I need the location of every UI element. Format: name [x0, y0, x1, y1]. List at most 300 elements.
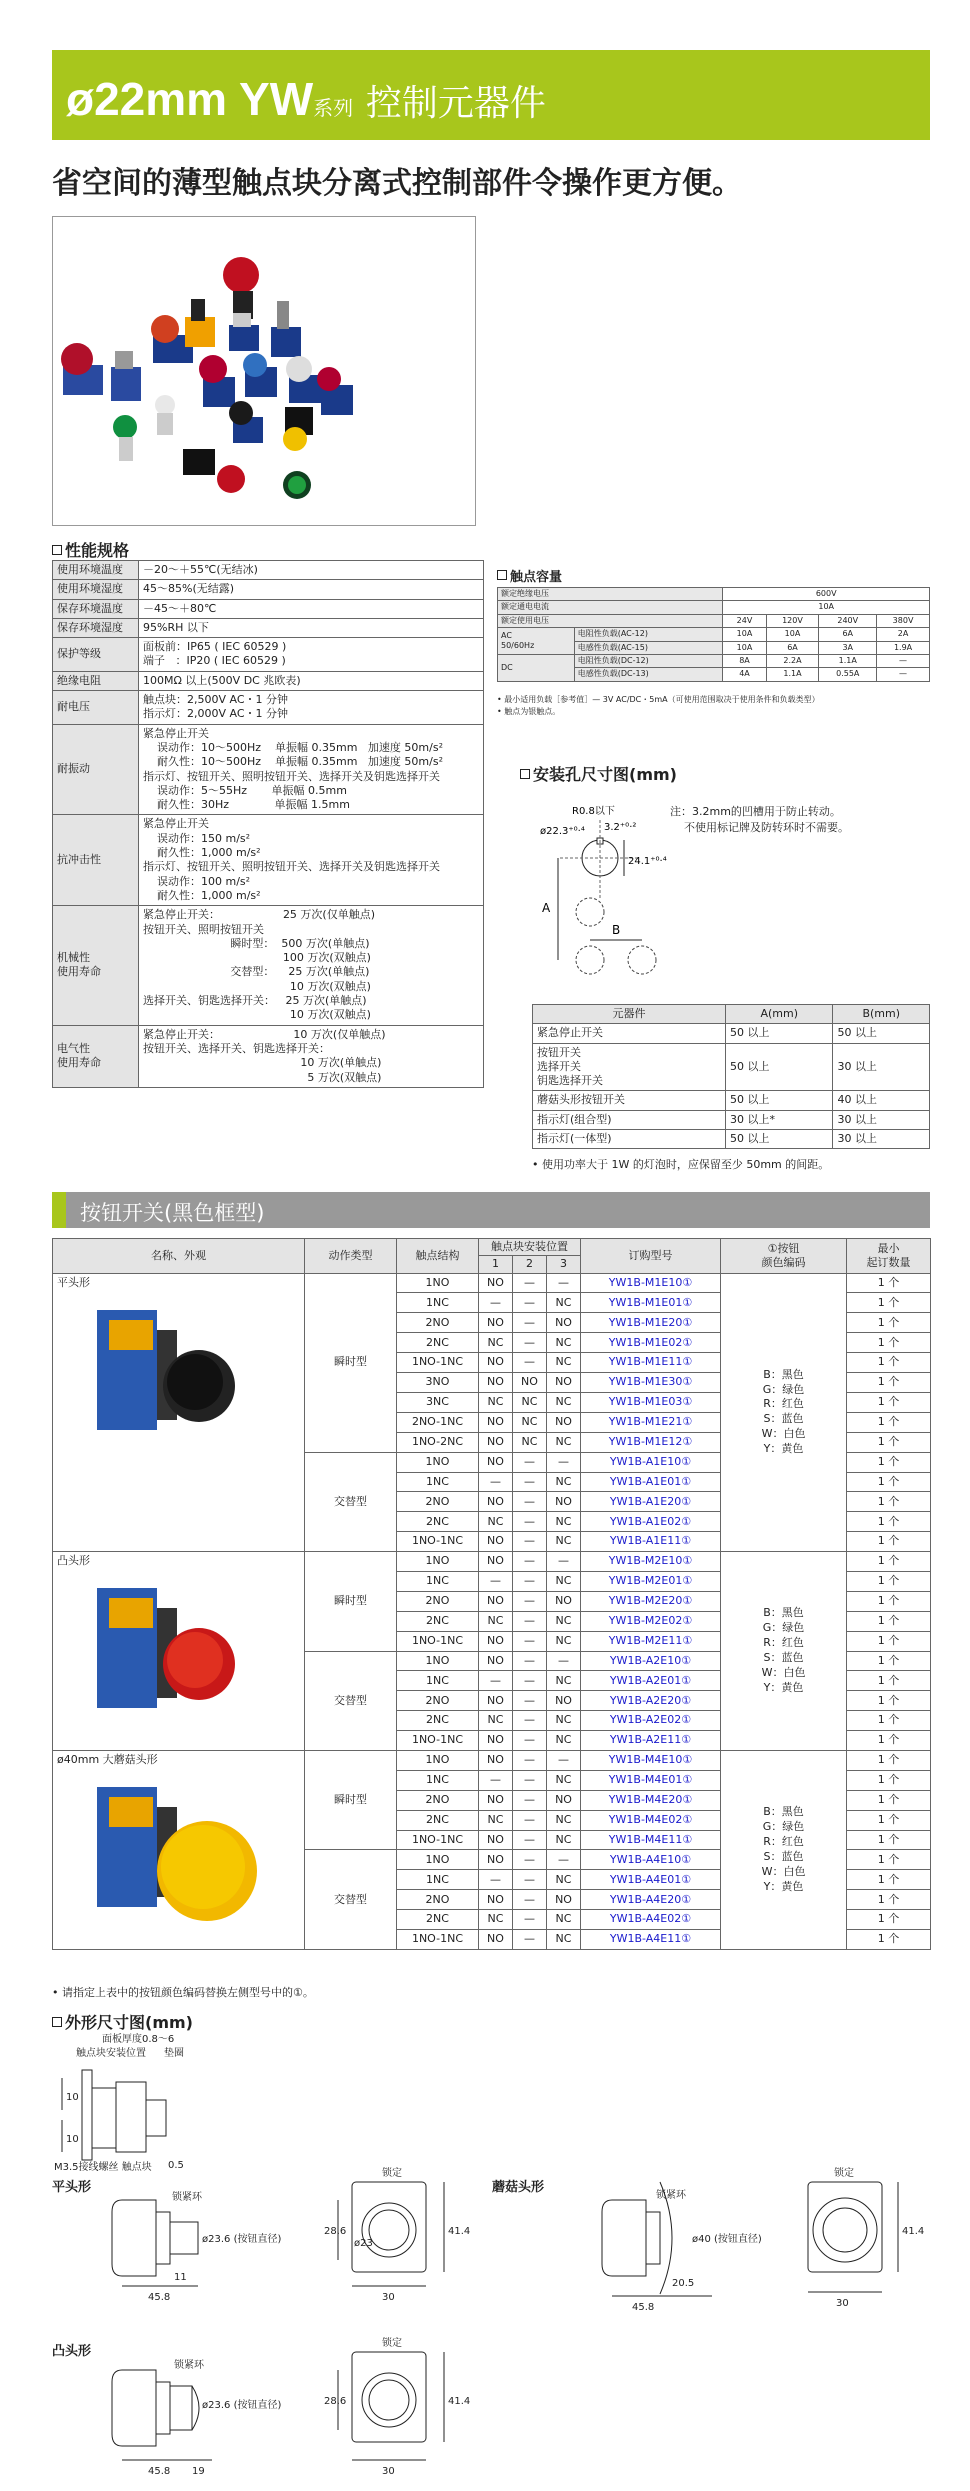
- contact-position: NC: [479, 1810, 513, 1830]
- mushroom-label: 蘑菇头形: [492, 2180, 545, 2195]
- spec-row: [53, 691, 484, 725]
- min-qty: 1 个: [847, 1631, 931, 1651]
- contact-position: —: [513, 1313, 547, 1333]
- spec-row: [53, 599, 484, 618]
- part-number: YW1B-M4E11①: [581, 1830, 721, 1850]
- part-number: YW1B-A1E01①: [581, 1472, 721, 1492]
- contact-value: 10A: [723, 628, 766, 641]
- panel-label: 面板厚度0.8～6: [102, 2034, 175, 2045]
- contact-position: NO: [479, 1452, 513, 1472]
- action-type-cell: 交替型: [305, 1651, 397, 1750]
- contact-position: NO: [479, 1273, 513, 1293]
- dim-30c: 30: [382, 2466, 395, 2477]
- product-type-cell: [53, 1552, 305, 1751]
- contact-structure: 1NO: [397, 1273, 479, 1293]
- col-header-position: 触点块安装位置: [479, 1239, 581, 1256]
- flat-label: 平头形: [52, 2180, 92, 2195]
- contact-table: [497, 587, 930, 682]
- contact-position: NO: [479, 1890, 513, 1910]
- product-type-label: 平头形: [57, 1275, 90, 1289]
- contact-position: NC: [547, 1472, 581, 1492]
- contact-position: NC: [479, 1711, 513, 1731]
- contact-position: —: [513, 1750, 547, 1770]
- contact-position: NC: [513, 1412, 547, 1432]
- contact-position: NO: [547, 1691, 581, 1711]
- contact-structure: 1NO: [397, 1651, 479, 1671]
- lock-label-2: 锁定: [834, 2168, 854, 2179]
- product-image: [57, 1767, 257, 1927]
- part-number: YW1B-M1E03①: [581, 1392, 721, 1412]
- part-number: YW1B-M4E02①: [581, 1810, 721, 1830]
- contact-position: NO: [479, 1412, 513, 1432]
- col-header-color: ①按钮 颜色编码: [721, 1239, 847, 1274]
- contact-position: NC: [547, 1770, 581, 1790]
- contact-position: —: [479, 1571, 513, 1591]
- part-number: YW1B-A1E20①: [581, 1492, 721, 1512]
- min-qty: 1 个: [847, 1790, 931, 1810]
- spec-row: [53, 671, 484, 690]
- contact-note: • 触点为银触点。: [497, 707, 561, 716]
- spec-key: 电气性 使用寿命: [53, 1025, 139, 1087]
- r08-label: R0.8以下: [572, 806, 615, 817]
- convex-label: 凸头形: [52, 2344, 92, 2359]
- contact-position: NO: [479, 1532, 513, 1552]
- col-header-contact: 触点结构: [397, 1239, 479, 1274]
- contact-position: —: [513, 1611, 547, 1631]
- spec-key: 保存环境湿度: [53, 618, 139, 637]
- contact-position: —: [513, 1711, 547, 1731]
- contact-position: NO: [547, 1412, 581, 1432]
- contact-position: NO: [479, 1731, 513, 1751]
- contact-position: —: [513, 1790, 547, 1810]
- spec-value: 紧急停止开关： 25 万次(仅单触点) 按钮开关、照明按钮开关 瞬时型： 500 万次(单触点) 100 万次(双触点) 交替型： 25 万次(单触点) 10 万次(双触点) 选择开关、钥匙选择开关： 25 万次(单触点) 10 万次(双触点): [139, 906, 484, 1025]
- min-qty: 1 个: [847, 1810, 931, 1830]
- col-header-name: 名称、外观: [53, 1239, 305, 1274]
- w32-label: 3.2⁺⁰·²: [604, 822, 637, 833]
- spec-key: 使用环境温度: [53, 561, 139, 580]
- part-number: YW1B-A4E11①: [581, 1929, 721, 1949]
- contact-structure: 1NO-1NC: [397, 1830, 479, 1850]
- spec-key: 机械性 使用寿命: [53, 906, 139, 1025]
- contact-position: NC: [479, 1611, 513, 1631]
- contact-position: —: [513, 1890, 547, 1910]
- table-row: [53, 1552, 931, 1572]
- action-type-cell: 瞬时型: [305, 1273, 397, 1452]
- contact-position: —: [547, 1552, 581, 1572]
- min-qty: 1 个: [847, 1273, 931, 1293]
- part-number: YW1B-M1E30①: [581, 1373, 721, 1393]
- contact-structure: 1NO-1NC: [397, 1532, 479, 1552]
- contact-structure: 1NC: [397, 1472, 479, 1492]
- contact-structure: 1NO: [397, 1750, 479, 1770]
- contact-position: NO: [479, 1313, 513, 1333]
- contact-label: DC: [498, 654, 575, 681]
- part-number: YW1B-A2E02①: [581, 1711, 721, 1731]
- contact-position: NC: [547, 1929, 581, 1949]
- contact-label: AC 50/60Hz: [498, 628, 575, 655]
- product-type-label: ø40mm 大蘑菇头形: [57, 1752, 158, 1766]
- mount-col-header: B(mm): [833, 1005, 930, 1024]
- product-type-cell: [53, 1273, 305, 1551]
- spec-value: －45～＋80℃: [139, 599, 484, 618]
- contact-value: 10A: [723, 641, 766, 654]
- contact-position: NC: [547, 1810, 581, 1830]
- contact-position: —: [513, 1532, 547, 1552]
- contact-label: 额定使用电压: [498, 614, 723, 627]
- mount-footnote: • 使用功率大于 1W 的灯泡时，应保留至少 50mm 的间距。: [532, 1158, 830, 1171]
- part-number: YW1B-A4E10①: [581, 1850, 721, 1870]
- contact-position: NC: [547, 1631, 581, 1651]
- product-image: [57, 1290, 257, 1450]
- spec-key: 耐电压: [53, 691, 139, 725]
- part-number: YW1B-M4E01①: [581, 1770, 721, 1790]
- spec-value: 95%RH 以下: [139, 618, 484, 637]
- mount-heading: 安装孔尺寸图(mm): [520, 762, 677, 785]
- contact-structure: 2NO: [397, 1492, 479, 1512]
- contact-position: —: [547, 1452, 581, 1472]
- dim-10a: 10: [66, 2092, 79, 2103]
- part-number: YW1B-A4E20①: [581, 1890, 721, 1910]
- spec-row: [53, 1025, 484, 1087]
- pos-label: 触点块安装位置: [76, 2048, 146, 2059]
- contact-position: —: [479, 1770, 513, 1790]
- contact-structure: 2NC: [397, 1711, 479, 1731]
- mount-cell: 50 以上: [726, 1024, 833, 1043]
- col-header-part: 订购型号: [581, 1239, 721, 1274]
- contact-position: —: [479, 1671, 513, 1691]
- mount-cell: 按钮开关 选择开关 钥匙选择开关: [533, 1043, 726, 1091]
- contact-value: 10A: [766, 628, 819, 641]
- d40-label: ø40 (按钮直径): [692, 2234, 762, 2245]
- table-row: [53, 1273, 931, 1293]
- spec-value: 触点块：2,500V AC・1 分钟 指示灯：2,000V AC・1 分钟: [139, 691, 484, 725]
- contact-position: NC: [547, 1910, 581, 1930]
- contact-position: NC: [547, 1293, 581, 1313]
- action-type-cell: 交替型: [305, 1452, 397, 1551]
- spec-key: 绝缘电阻: [53, 671, 139, 690]
- contact-position: —: [513, 1492, 547, 1512]
- part-number: YW1B-M1E01①: [581, 1293, 721, 1313]
- contact-value: 1.1A: [766, 668, 819, 681]
- d22-label: ø22.3⁺⁰·⁴: [540, 826, 585, 837]
- contact-structure: 2NC: [397, 1512, 479, 1532]
- contact-position: —: [513, 1830, 547, 1850]
- contact-structure: 1NO: [397, 1552, 479, 1572]
- min-qty: 1 个: [847, 1512, 931, 1532]
- contact-label: 额定绝缘电压: [498, 588, 723, 601]
- contact-value: —: [877, 654, 930, 667]
- mount-row: [533, 1024, 930, 1043]
- page-subtitle: 省空间的薄型触点块分离式控制部件令操作更方便。: [52, 166, 742, 201]
- min-qty: 1 个: [847, 1293, 931, 1313]
- mount-cell: 蘑菇头形按钮开关: [533, 1091, 726, 1110]
- mount-cell: 30 以上*: [726, 1110, 833, 1129]
- contact-structure: 2NC: [397, 1910, 479, 1930]
- contact-position: NO: [547, 1492, 581, 1512]
- contact-value: 24V: [723, 614, 766, 627]
- contact-structure: 2NO: [397, 1591, 479, 1611]
- contact-value: —: [877, 668, 930, 681]
- dim-30b: 30: [836, 2298, 849, 2309]
- section-bar: [52, 1192, 930, 1228]
- spec-heading: 性能规格: [52, 538, 129, 561]
- contact-structure: 3NO: [397, 1373, 479, 1393]
- mount-cell: 30 以上: [833, 1110, 930, 1129]
- spec-row: [53, 638, 484, 672]
- contact-structure: 2NO: [397, 1691, 479, 1711]
- part-number: YW1B-A1E02①: [581, 1512, 721, 1532]
- part-number: YW1B-A4E01①: [581, 1870, 721, 1890]
- contact-position: NC: [547, 1392, 581, 1412]
- contact-position: —: [513, 1691, 547, 1711]
- contact-position: NC: [513, 1392, 547, 1412]
- spec-row: [53, 815, 484, 906]
- product-type-label: 凸头形: [57, 1554, 90, 1568]
- spec-key: 保存环境温度: [53, 599, 139, 618]
- contact-position: —: [547, 1750, 581, 1770]
- action-type-cell: 瞬时型: [305, 1552, 397, 1651]
- contact-position: NO: [479, 1591, 513, 1611]
- title-banner: [52, 50, 930, 140]
- contact-position: NC: [479, 1910, 513, 1930]
- contact-structure: 1NC: [397, 1870, 479, 1890]
- spec-value: 100MΩ 以上(500V DC 兆欧表): [139, 671, 484, 690]
- contact-value: 0.55A: [819, 668, 877, 681]
- contact-position: NO: [479, 1691, 513, 1711]
- product-type-cell: [53, 1750, 305, 1949]
- contact-structure: 1NO: [397, 1452, 479, 1472]
- contact-position: —: [513, 1651, 547, 1671]
- contact-position: —: [513, 1472, 547, 1492]
- contact-value: 2A: [877, 628, 930, 641]
- min-qty: 1 个: [847, 1651, 931, 1671]
- washer-label: 垫圈: [164, 2048, 184, 2059]
- spec-row: [53, 724, 484, 815]
- contact-structure: 2NO: [397, 1313, 479, 1333]
- part-number: YW1B-A2E20①: [581, 1691, 721, 1711]
- contact-structure: 3NC: [397, 1392, 479, 1412]
- contact-notes: [497, 694, 820, 718]
- contact-structure: 1NO-2NC: [397, 1432, 479, 1452]
- contact-position: NO: [547, 1790, 581, 1810]
- lock-label-1: 锁定: [382, 2168, 402, 2179]
- lock-label-3: 锁定: [382, 2338, 402, 2349]
- d236-label-2: ø23.6 (按钮直径): [202, 2400, 282, 2411]
- spec-value: 面板前：IP65 ( IEC 60529 ) 端子 ：IP20 ( IEC 60529 ): [139, 638, 484, 672]
- min-qty: 1 个: [847, 1671, 931, 1691]
- min-qty: 1 个: [847, 1830, 931, 1850]
- dims-heading: 外形尺寸图(mm): [52, 2010, 193, 2033]
- mount-cell: 40 以上: [833, 1091, 930, 1110]
- product-image: [57, 1568, 257, 1728]
- mount-cell: 紧急停止开关: [533, 1024, 726, 1043]
- min-qty: 1 个: [847, 1870, 931, 1890]
- contact-position: —: [513, 1333, 547, 1353]
- spec-key: 抗冲击性: [53, 815, 139, 906]
- contact-structure: 1NO-1NC: [397, 1731, 479, 1751]
- contact-position: NC: [547, 1512, 581, 1532]
- min-qty: 1 个: [847, 1691, 931, 1711]
- contact-value: 120V: [766, 614, 819, 627]
- dim-414: 41.4: [448, 2226, 471, 2237]
- contact-position: NO: [479, 1929, 513, 1949]
- min-qty: 1 个: [847, 1373, 931, 1393]
- contact-position: NO: [479, 1830, 513, 1850]
- order-note: • 请指定上表中的按钮颜色编码替换左侧型号中的①。: [52, 1986, 314, 1999]
- dim-19: 19: [192, 2466, 205, 2477]
- contact-position: —: [479, 1472, 513, 1492]
- contact-position: NO: [479, 1850, 513, 1870]
- contact-position: NC: [513, 1432, 547, 1452]
- dim-414b: 41.4: [902, 2226, 925, 2237]
- contact-position: —: [547, 1850, 581, 1870]
- dim-30: 30: [382, 2292, 395, 2303]
- contact-position: —: [513, 1870, 547, 1890]
- min-qty: 1 个: [847, 1492, 931, 1512]
- min-qty: 1 个: [847, 1392, 931, 1412]
- action-type-cell: 瞬时型: [305, 1750, 397, 1849]
- min-qty: 1 个: [847, 1890, 931, 1910]
- contact-structure: 2NO: [397, 1890, 479, 1910]
- dim-414c: 41.4: [448, 2396, 471, 2407]
- dim-458: 45.8: [148, 2292, 171, 2303]
- dim-286b: 28.6: [324, 2396, 347, 2407]
- contact-position: —: [513, 1591, 547, 1611]
- bar-accent: [52, 1192, 66, 1228]
- contact-value: 2.2A: [766, 654, 819, 667]
- section-title: 按钮开关(黑色框型): [80, 1201, 265, 1225]
- contact-structure: 2NO-1NC: [397, 1412, 479, 1432]
- contact-value: 380V: [877, 614, 930, 627]
- contact-label: 电阻性负载(AC-12): [574, 628, 723, 641]
- contact-value: 8A: [723, 654, 766, 667]
- part-number: YW1B-M1E11①: [581, 1353, 721, 1373]
- spec-value: 紧急停止开关 误动作：10～500Hz 单振幅 0.35mm 加速度 50m/s² 耐久性：10～500Hz 单振幅 0.35mm 加速度 50m/s² 指示灯、按钮开关、照明按钮开关、选择开关及钥匙选择开关 误动作：5～55Hz 单振幅 0.5mm 耐久性：30Hz 单振幅 1.5mm: [139, 724, 484, 815]
- contact-label: 电感性负载(DC-13): [574, 668, 723, 681]
- contact-position: —: [479, 1293, 513, 1313]
- contact-structure: 1NC: [397, 1770, 479, 1790]
- dim-205: 20.5: [672, 2278, 695, 2289]
- table-row: [53, 1750, 931, 1770]
- a-label: A: [542, 901, 551, 915]
- spec-row: [53, 561, 484, 580]
- contact-position: NO: [547, 1890, 581, 1910]
- contact-position: NC: [479, 1333, 513, 1353]
- part-number: YW1B-A1E11①: [581, 1532, 721, 1552]
- contact-position: —: [513, 1770, 547, 1790]
- contact-position: —: [513, 1910, 547, 1930]
- contact-position: NC: [547, 1870, 581, 1890]
- contact-structure: 2NC: [397, 1611, 479, 1631]
- part-number: YW1B-M1E02①: [581, 1333, 721, 1353]
- contact-position: NC: [547, 1731, 581, 1751]
- contact-position: —: [513, 1731, 547, 1751]
- spec-key: 保护等级: [53, 638, 139, 672]
- color-code-cell: B：黑色 G：绿色 R：红色 S：蓝色 W：白色 Y：黄色: [721, 1552, 847, 1751]
- mount-row: [533, 1110, 930, 1129]
- dim-05: 0.5: [168, 2160, 184, 2171]
- spec-value: －20～＋55℃(无结冰): [139, 561, 484, 580]
- contact-position: —: [547, 1273, 581, 1293]
- order-table: [52, 1238, 931, 1950]
- spec-key: 使用环境湿度: [53, 580, 139, 599]
- d236-label: ø23.6 (按钮直径): [202, 2234, 282, 2245]
- contact-structure: 1NO: [397, 1850, 479, 1870]
- col-header-action: 动作类型: [305, 1239, 397, 1274]
- spec-row: [53, 580, 484, 599]
- part-number: YW1B-M2E11①: [581, 1631, 721, 1651]
- mount-cell: 指示灯(一体型): [533, 1130, 726, 1149]
- part-number: YW1B-M4E20①: [581, 1790, 721, 1810]
- screw-label: M3.5接线螺丝 触点块: [54, 2162, 152, 2173]
- contact-position: NC: [547, 1671, 581, 1691]
- contact-value: 600V: [723, 588, 930, 601]
- contact-position: —: [513, 1273, 547, 1293]
- min-qty: 1 个: [847, 1591, 931, 1611]
- contact-position: NC: [547, 1711, 581, 1731]
- contact-position: NC: [547, 1333, 581, 1353]
- contact-value: 1.9A: [877, 641, 930, 654]
- contact-position: —: [513, 1671, 547, 1691]
- spec-key: 耐振动: [53, 724, 139, 815]
- mount-cell: 50 以上: [726, 1130, 833, 1149]
- min-qty: 1 个: [847, 1412, 931, 1432]
- part-number: YW1B-A4E02①: [581, 1910, 721, 1930]
- contact-position: —: [513, 1293, 547, 1313]
- contact-value: 1.1A: [819, 654, 877, 667]
- dim-458b: 45.8: [632, 2302, 655, 2313]
- spec-value: 紧急停止开关： 10 万次(仅单触点) 按钮开关、选择开关、钥匙选择开关： 10 万次(单触点) 5 万次(双触点): [139, 1025, 484, 1087]
- mount-row: [533, 1043, 930, 1091]
- part-number: YW1B-M2E02①: [581, 1611, 721, 1631]
- contact-position: NC: [547, 1830, 581, 1850]
- dim-286: 28.6: [324, 2226, 347, 2237]
- spec-row: [53, 618, 484, 637]
- min-qty: 1 个: [847, 1929, 931, 1949]
- contact-position: NC: [547, 1571, 581, 1591]
- ring-label-3: 锁紧环: [174, 2360, 204, 2371]
- spec-table: [52, 560, 484, 1088]
- contact-structure: 1NO-1NC: [397, 1929, 479, 1949]
- contact-value: 10A: [723, 601, 930, 614]
- contact-position: —: [513, 1552, 547, 1572]
- contact-position: —: [513, 1810, 547, 1830]
- dim-458c: 45.8: [148, 2466, 171, 2477]
- min-qty: 1 个: [847, 1472, 931, 1492]
- contact-position: —: [513, 1571, 547, 1591]
- mount-row: [533, 1091, 930, 1110]
- part-number: YW1B-M1E10①: [581, 1273, 721, 1293]
- min-qty: 1 个: [847, 1850, 931, 1870]
- contact-position: NC: [547, 1532, 581, 1552]
- min-qty: 1 个: [847, 1333, 931, 1353]
- mount-note: 注：3.2mm的凹槽用于防止转动。 不使用标记牌及防转环时不需要。: [670, 805, 849, 834]
- contact-value: 4A: [723, 668, 766, 681]
- spec-row: [53, 906, 484, 1025]
- dim-11: 11: [174, 2272, 187, 2283]
- contact-position: —: [513, 1631, 547, 1651]
- contact-position: NO: [547, 1313, 581, 1333]
- mount-row: [533, 1130, 930, 1149]
- contact-position: NO: [513, 1373, 547, 1393]
- contact-structure: 2NC: [397, 1810, 479, 1830]
- part-number: YW1B-A2E01①: [581, 1671, 721, 1691]
- part-number: YW1B-M2E20①: [581, 1591, 721, 1611]
- part-number: YW1B-M1E21①: [581, 1412, 721, 1432]
- contact-structure: 1NC: [397, 1293, 479, 1313]
- contact-position: —: [513, 1353, 547, 1373]
- part-number: YW1B-M2E01①: [581, 1571, 721, 1591]
